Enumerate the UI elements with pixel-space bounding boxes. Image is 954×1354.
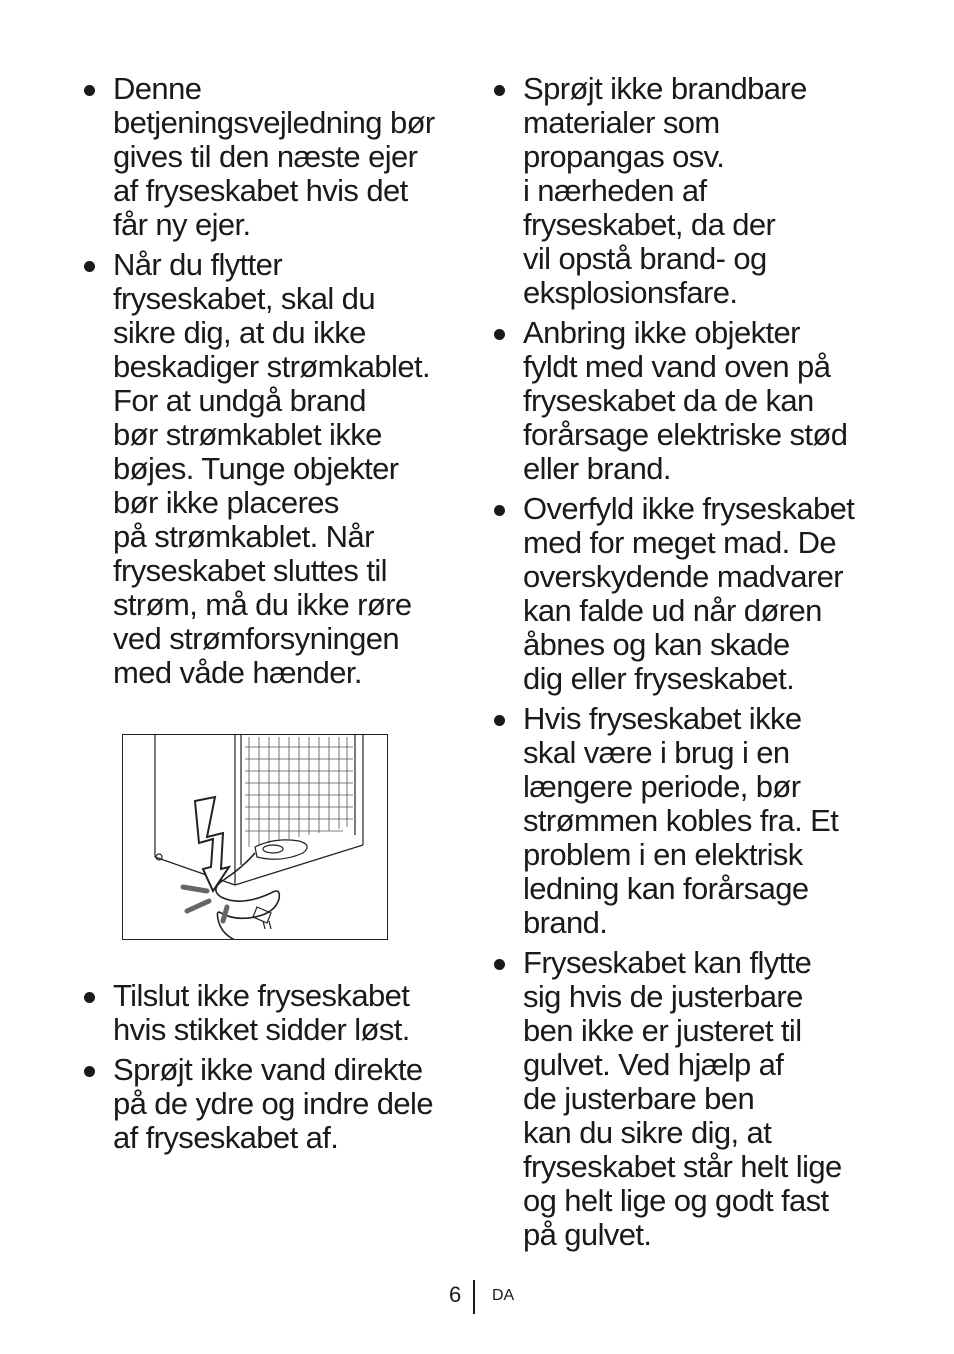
list-item: Anbring ikke objekter fyldt med vand oven på fryseskabet da de kan forårsage elektriske stød eller brand. — [494, 316, 884, 486]
power-cable-illustration — [122, 734, 388, 940]
bullet-dot-icon — [494, 329, 505, 340]
page-footer — [0, 1278, 954, 1318]
list-item: Fryseskabet kan flytte sig hvis de justerbare ben ikke er justeret til gulvet. Ved hjælp af de justerbare ben kan du sikre dig, at fryseskabet står helt lige og helt lige og godt fast på gulvet. — [494, 946, 884, 1252]
bullet-dot-icon — [84, 261, 95, 272]
bullet-dot-icon — [494, 959, 505, 970]
left-column — [84, 72, 474, 696]
left-column-lower — [84, 979, 474, 1161]
bullet-dot-icon — [494, 715, 505, 726]
bullet-dot-icon — [84, 1066, 95, 1077]
bullet-dot-icon — [494, 85, 505, 96]
bullet-list-left-bottom — [84, 979, 474, 1155]
bullet-dot-icon — [494, 505, 505, 516]
bullet-list-right — [494, 72, 884, 1252]
right-column — [494, 72, 884, 1258]
language-code: DA — [492, 1287, 515, 1304]
list-item: Sprøjt ikke brandbare materialer som propangas osv. i nærheden af fryseskabet, da der vil opstå brand- og eksplosionsfare. — [494, 72, 884, 310]
page-number: 6 — [449, 1282, 462, 1307]
list-item: Når du flytter fryseskabet, skal du sikre dig, at du ikke beskadiger strømkablet. For at undgå brand bør strømkablet ikke bøjes. Tunge objekter bør ikke placeres på strømkablet. Når fryseskabet sluttes til strøm, må du ikke røre ved strømforsyningen med våde hænder. — [84, 248, 474, 690]
list-item: Sprøjt ikke vand direkte på de ydre og indre dele af fryseskabet af. — [84, 1053, 474, 1155]
list-item: Hvis fryseskabet ikke skal være i brug i en længere periode, bør strømmen kobles fra. Et problem i en elektrisk ledning kan forårsage brand. — [494, 702, 884, 940]
bullet-dot-icon — [84, 992, 95, 1003]
bullet-dot-icon — [84, 85, 95, 96]
footer-divider — [473, 1280, 475, 1314]
list-item: Overfyld ikke fryseskabet med for meget mad. De overskydende madvarer kan falde ud når døren åbnes og kan skade dig eller fryseskabet. — [494, 492, 884, 696]
bullet-list-left-top — [84, 72, 474, 690]
list-item: Denne betjeningsvejledning bør gives til den næste ejer af fryseskabet hvis det får ny ejer. — [84, 72, 474, 242]
list-item: Tilslut ikke fryseskabet hvis stikket sidder løst. — [84, 979, 474, 1047]
